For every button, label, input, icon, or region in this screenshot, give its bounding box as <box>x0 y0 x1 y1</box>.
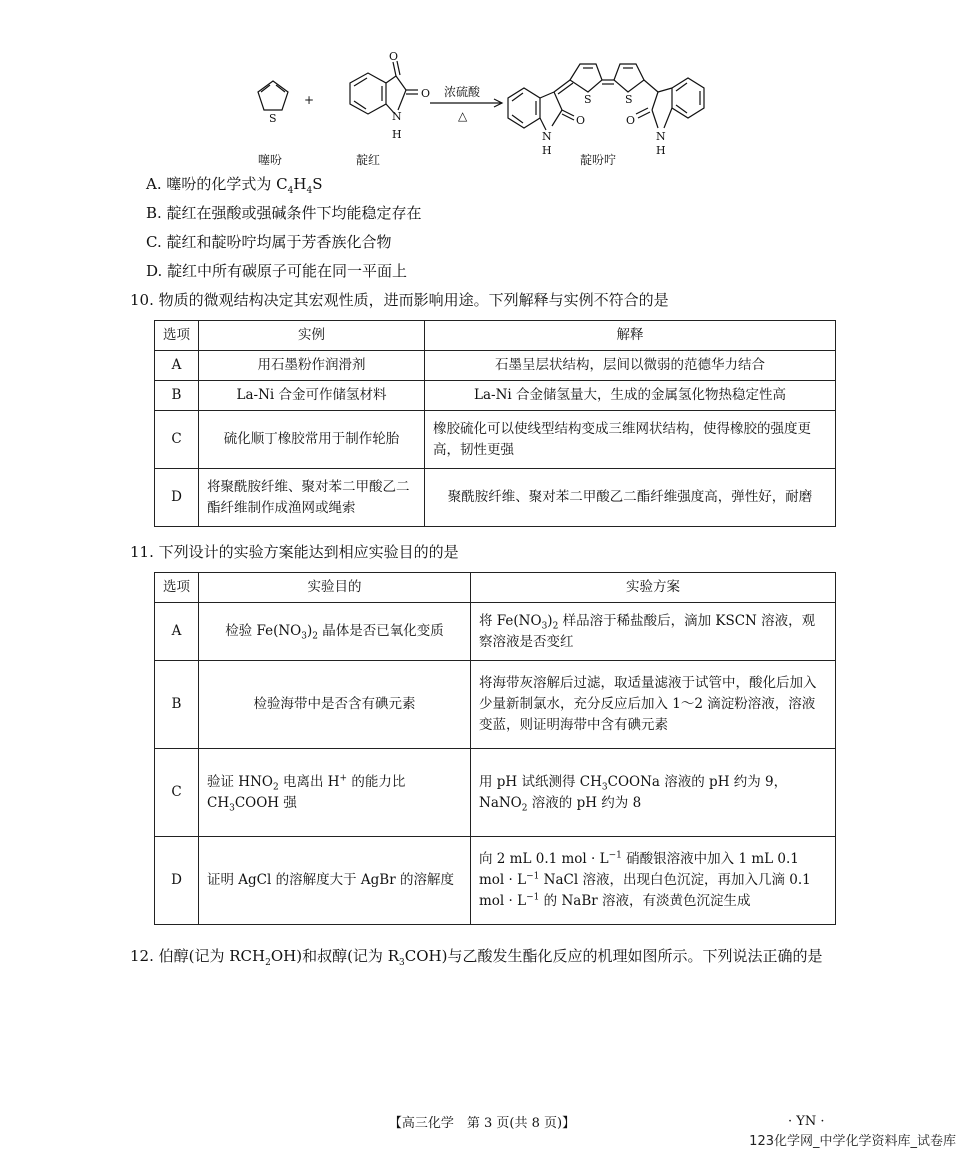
atom-n: N <box>392 110 402 123</box>
table-row: C 硫化顺丁橡胶常用于制作轮胎 橡胶硫化可以使线型结构变成三维网状结构，使得橡胶的强度更高，韧性更强 <box>155 411 836 469</box>
reaction-diagram <box>240 48 720 173</box>
table-row: B 检验海带中是否含有碘元素 将海带灰溶解后过滤，取适量滤液于试管中，酸化后加入少量新制氯水，充分反应后加入 1～2 滴淀粉溶液，溶液变蓝，则证明海带中含有碘元素 <box>155 661 836 749</box>
atom-n: N <box>656 130 666 143</box>
atom-s: S <box>584 93 592 106</box>
question-11-table <box>154 572 836 925</box>
page-footer: 【高三化学 第 3 页(共 8 页)】 <box>388 1116 576 1131</box>
question-11-stem: 11. 下列设计的实验方案能达到相应实验目的的是 <box>130 543 459 561</box>
table-row: C 验证 $HNO_2$ 电离出 H+ 的能力比 $CH_3COOH$ 强 用 pH 试纸测得 $CH_3COONa$ 溶液的 pH 约为 9，NaNO$_2$ 溶液的 pH 约为 8 <box>155 749 836 837</box>
table-row: B La-Ni 合金可作储氢材料 La-Ni 合金储氢量大，生成的金属氢化物热稳定性高 <box>155 381 836 411</box>
atom-n: N <box>542 130 552 143</box>
label-product: 靛吩咛 <box>580 153 617 167</box>
option-a: A. 噻吩的化学式为 $C_4H_4S$ <box>146 175 323 196</box>
question-10-stem: 10. 物质的微观结构决定其宏观性质，进而影响用途。下列解释与实例不符合的是 <box>130 291 669 309</box>
region-code: · YN · <box>788 1114 825 1129</box>
option-b: B. 靛红在强酸或强碱条件下均能稳定存在 <box>146 204 422 222</box>
option-c: C. 靛红和靛吩咛均属于芳香族化合物 <box>146 233 392 251</box>
atom-h: H <box>392 128 402 141</box>
table-row: D 证明 AgCl 的溶解度大于 AgBr 的溶解度 向 2 mL 0.1 mol · $L^{-1}$ 硝酸银溶液中加入 1 mL 0.1 mol · $L^{-1}$ NaCl 溶液，出现白色沉淀，再加入几滴 0.1 mol · $L^{-1}$ 的 NaBr 溶液，有淡黄色沉淀生成 <box>155 837 836 925</box>
table-header: 选项 实验目的 实验方案 <box>155 573 836 603</box>
atom-o: O <box>421 87 431 100</box>
atom-h: H <box>656 144 666 157</box>
table-row: D 将聚酰胺纤维、聚对苯二甲酸乙二酯纤维制作成渔网或绳索 聚酰胺纤维、聚对苯二甲酸乙二酯纤维强度高，弹性好，耐磨 <box>155 469 836 527</box>
label-isatin: 靛红 <box>356 153 381 167</box>
question-10-table <box>154 320 836 527</box>
label-thiophene: 噻吩 <box>258 153 283 167</box>
reaction-scheme <box>240 48 720 173</box>
table-row: A 检验 $Fe(NO_3)_2$ 晶体是否已氧化变质 将 $Fe(NO_3)_2$ 样品溶于稀盐酸后，滴加 KSCN 溶液，观察溶液是否变红 <box>155 603 836 661</box>
atom-o: O <box>576 114 586 127</box>
atom-s: S <box>269 112 277 125</box>
atom-o: O <box>626 114 636 127</box>
option-d: D. 靛红中所有碳原子可能在同一平面上 <box>146 262 408 280</box>
table-row: A 用石墨粉作润滑剂 石墨呈层状结构，层间以微弱的范德华力结合 <box>155 351 836 381</box>
heat-symbol: △ <box>458 109 468 123</box>
question-12-stem: 12. 伯醇(记为 $RCH_2OH$)和叔醇(记为 $R_3COH$)与乙酸发生酯化反应的机理如图所示。下列说法正确的是 <box>130 947 823 968</box>
catalyst-label: 浓硫酸 <box>444 85 481 99</box>
atom-h: H <box>542 144 552 157</box>
table-header: 选项 实例 解释 <box>155 321 836 351</box>
atom-o: O <box>389 50 399 63</box>
atom-s: S <box>625 93 633 106</box>
plus-sign: + <box>304 93 315 107</box>
watermark: 123化学网_中学化学资料库_试卷库 <box>749 1134 956 1149</box>
